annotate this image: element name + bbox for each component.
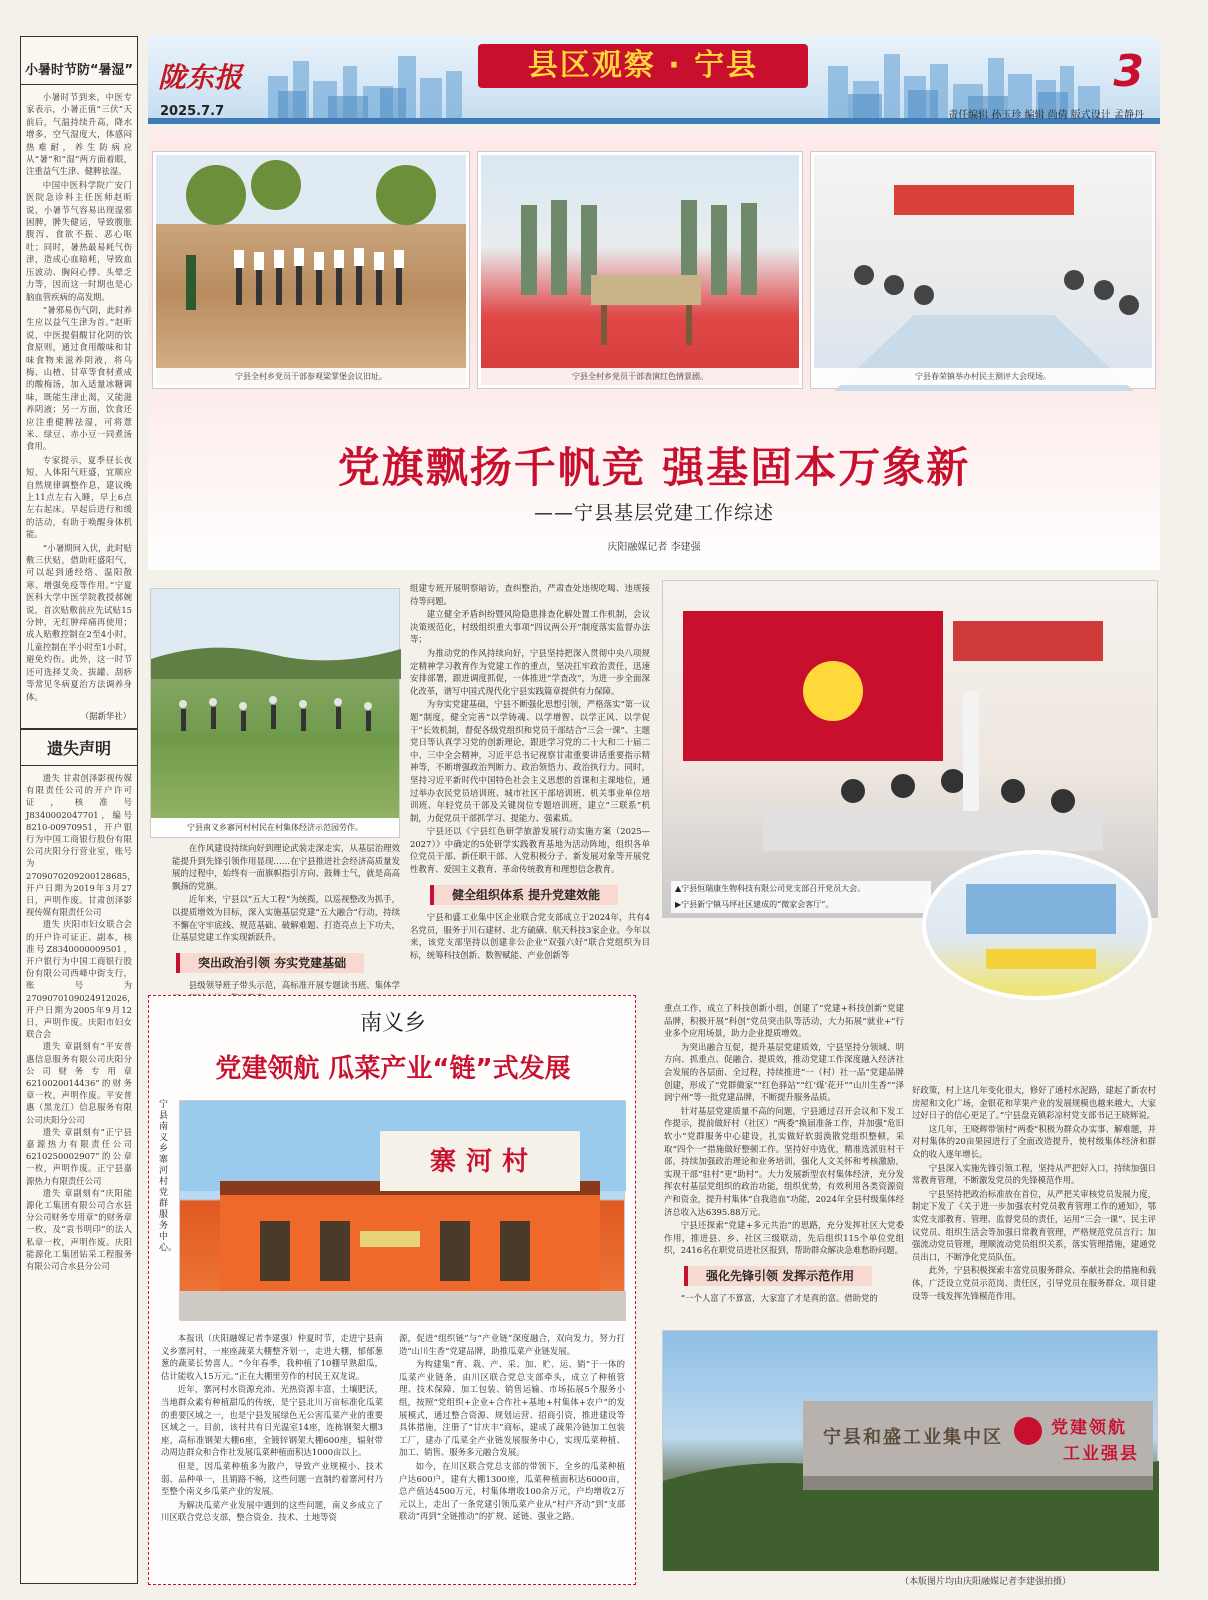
caption-line: ▲宁县恒瑞康生物科技有限公司党支部召开党员大会。 bbox=[675, 884, 866, 893]
paragraph: “一个人富了不算富，大家富了才是真的富。借助党的 bbox=[680, 1293, 878, 1304]
subsection-title-vanguard: 强化先锋引领 发挥示范作用 bbox=[684, 1266, 872, 1287]
page-number: 3 bbox=[1113, 46, 1144, 97]
paragraph: 近年来，宁县以“五大工程”为统揽，以巡视整改为抓手，以提质增效为目标，深入实施基层党建“五大融合”行动，持续不懈在守牢底线、规范基础、破解难题、打造亮点上下功夫，让基层党建工作实现新跃升。 bbox=[172, 894, 400, 943]
paragraph: 为推动党的作风持续向好，宁县坚持把深入贯彻中央八项规定精神学习教育作为党建工作的重点，坚决扛牢政治责任，迅速安排部署，跟进调度抓促，一体推进“学查改”，为进一步全面深化改革，谱写中国式现代化宁县实践篇章提供有力保障。 bbox=[410, 647, 650, 696]
paragraph: 此外，宁县积极探索丰富党员服务群众、奉献社会的措施和载体，广泛设立党员示范岗、责任区，引导党员在服务群众、项目建设等一线发挥先锋模范作用。 bbox=[912, 1265, 1156, 1301]
paragraph: 重点工作，成立了科技创新小组，创建了“党建+科技创新”党建品牌，积极开展“科创”党员突击队等活动，大力拓展“就业+”行业多个应用场景，助力企业提质增效。 bbox=[664, 1003, 904, 1039]
left-column-title: 小暑时节防“暑湿” bbox=[21, 37, 137, 85]
nanyi-headline: 党建领航 瓜菜产业“链”式发展 bbox=[215, 1054, 571, 1084]
paragraph: 县级领导班子带头示范，高标准开展专题读书班、集体学 bbox=[188, 980, 400, 991]
paragraph: 但是，因瓜菜种植多为散户，导致产业规模小、技术弱、品种单一，且销路不畅，这些问题一直制约着寨河村乃至整个南义乡瓜菜产业的发展。 bbox=[161, 1460, 383, 1497]
paragraph: 专家提示，夏季昼长夜短，人体阳气旺盛，宜顺应自然规律调整作息，建议晚上11点左右入睡，早上6点左右起床。早起后进行和缓的活动，有助于唤醒身体机能。 bbox=[26, 454, 132, 540]
assessment-photo-art bbox=[814, 155, 1158, 391]
paragraph: 近年，寨河村水资源充沛、光热资源丰富，土壤肥沃，当地群众素有种植甜瓜的传统，是宁县北川万亩标准化瓜菜的重要区域之一，也是宁县发展绿色无公害瓜菜产业的重要区域之一。目前，该村共有日光温室14座，连栋钢架大棚3座，高标准钢架大棚6座，全镀锌钢架大棚600座，辐射带动周边群众和合作社发展瓜菜种植面积达1000亩以上。 bbox=[161, 1384, 383, 1458]
photo-credit-footer: （本版图片均由庆阳融媒记者李建强拍摄） bbox=[900, 1577, 1072, 1587]
paragraph: 为夯实党建基础，宁县不断强化思想引领，严格落实“第一议题”制度，健全完善“以学铸魂、以学增智、以学正风、以学促干”长效机制，督促各级党组织和党员干部结合“三会一课”、主题党日等认真学习党的创新理论，跟进学习党的二十大和二十届二中、三中全会精神，习近平总书记视察甘肃重要讲话重要指示精神等，不断增强政治判断力、政治领悟力、政治执行力。同时，坚持习近平新时代中国特色社会主义思想的首课和主课地位，通过举办农民党员培训班、城市社区干部培训班、机关事业单位培训班、年轻党员干部及关键岗位专题培训班，建立“三联系”机制，力促党员干部抓学习、提能力、强素质。 bbox=[410, 699, 650, 823]
byline: 庆阳融媒记者 李建强 bbox=[607, 542, 701, 553]
caption-line: ▶宁县新宁镇马坪社区建成的“微家会客厅”。 bbox=[675, 900, 834, 909]
paragraph: 在作风建设持续向好到理论武装走深走实，从基层治理效能提升到先锋引领作用显现……在宁县推进社会经济高质量发展的过程中，始终有一面旗帜指引方向、鼓舞士气，就是高高飘扬的党旗。 bbox=[172, 843, 400, 891]
paragraph: “小暑期间入伏，此时贴敷三伏贴，借助旺盛阳气，可以起到通经络、温阳散寒、增强免疫等作用。”宁夏医科大学中医学院教授郝婉说，首次贴敷前应先试贴15分钟，无红肿痒痛再使用；成人贴敷控制在2至4小时，儿童控制在半小时至1小时，避免灼伤。此外，这一时节还可选择艾灸、拔罐、刮痧等常见冬病夏治方法调养身体。 bbox=[26, 542, 132, 702]
editor-credit: 责任编辑 孙玉珍 编辑 尚倩 版式设计 孟静丹 bbox=[948, 110, 1144, 121]
paragraph: 本报讯（庆阳融媒记者李建强）仲夏时节，走进宁县南义乡寨河村，一座座蔬菜大棚整齐划一，走进大棚，郁郁葱葱的蔬菜长势喜人。“今年春季，我种植了10棚早熟甜瓜，估计能收入15万元。”正在大棚里劳作的村民王双龙说。 bbox=[161, 1333, 383, 1381]
paragraph: 中国中医科学院广安门医院急诊科主任医师赵昕说，小暑节气容易出现湿邪困脾，脾失健运，导致腹胀腹泻、食欲不振、恶心呕吐；同时，暑热最易耗气伤津，造成心血暗耗，导致血压波动、胸闷心悸、头晕乏力等，因而这一时期也是心脑血管疾病的高发期。 bbox=[26, 179, 132, 302]
paragraph: 这几年，王晓辉带领村“两委”积极为群众办实事、解难题，并对村集体的20亩果园进行了全面改造提升，使村级集体经济和群众的收入逐年增长。 bbox=[912, 1123, 1156, 1159]
page-header bbox=[148, 36, 1160, 124]
paragraph: 宁县坚持把政治标准放在首位，从严把关审核党员发展力度，制定下发了《关于进一步加强农村党员教育管理工作的通知》，鄂实党支部教育、管理、监督党员的责任，运用“三会一课”、民主评议党员、组织生活会等加强日常教育管理，严格规范党员言行；加强流动党员管理，理顺流动党员组织关系，落实管理措施，建通党员出口，不断净化党员队伍。 bbox=[912, 1188, 1156, 1262]
notice-item: 遗失 章副刻有“平安普惠信息服务有限公司庆阳分公司财务专用章6210020014436”的财务章一枚，声明作废。平安普惠（黑龙江）信息服务有限公司庆阳分公司 bbox=[26, 1041, 132, 1125]
notice-list bbox=[21, 766, 137, 1278]
field-photo-art bbox=[151, 589, 401, 819]
photo-industrial-park bbox=[662, 1330, 1158, 1570]
photo-village-center bbox=[179, 1100, 625, 1320]
paragraph: 组建专班开展明察暗访，查纠整治，严肃查处违规吃喝、违规接待等问题。 bbox=[410, 583, 650, 606]
nanyi-tag: 南义乡 bbox=[359, 1011, 426, 1036]
photo-caption: 宁县全村乡党员干部表演红色情景剧。 bbox=[481, 368, 799, 385]
community-room-photo-art bbox=[926, 854, 1156, 1004]
notice-item: 遗失 章副刻有“庆阳能源化工集团有限公司合水县分公司财务专用章”的财务章一枚，及“袁书明印”的法人私章一枚，声明作废。庆阳能源化工集团钻采工程服务有限公司合水县分公司 bbox=[26, 1187, 132, 1272]
paragraph: 为解决瓜菜产业发展中遇到的这些问题，南义乡成立了川区联合党总支部，整合资金、技术、土地等资 bbox=[161, 1499, 383, 1523]
photo-red-play bbox=[478, 152, 802, 388]
notice-item: 遗失 章副刻有“正宁县嘉源热力有限责任公司6210250002907”的公章一枚，声明作废。正宁县嘉源热力有限责任公司 bbox=[26, 1126, 132, 1186]
photo-community-room bbox=[922, 850, 1152, 1000]
paragraph: 宁县还以《宁县红色研学旅游发展行动实施方案（2025—2027）》中确定的5处研学实践教育基地为活动阵地，组织各单位党员干部、新任职干部、入党积极分子、新发展对象等开展党性教育、爱国主义教育、革命传统教育和理想信念教育。 bbox=[410, 826, 650, 875]
photo-village-assessment bbox=[811, 152, 1155, 388]
paragraph: 如今，在川区联合党总支部的带领下，全乡的瓜菜种植户达600户，建有大棚1300座，瓜菜种植面积达6000亩，总产值达4500万元，村集体增收100余万元，户均增收2万元以上，走出了一条党建引领瓜菜产业从“村户齐动”到“支部联动”再到“全链推动”的扩规、延链、强业之路。 bbox=[399, 1460, 625, 1522]
left-column-article bbox=[21, 85, 137, 710]
park-sign-slogan-2: 工业强县 bbox=[1063, 1444, 1139, 1464]
nanyi-story bbox=[148, 995, 636, 1585]
section-title: 县区观察 · 宁县 bbox=[478, 44, 808, 88]
paragraph: 源，促进“组织链”与“产业链”深度融合，双向发力，努力打造“山川生香”党建品牌，助推瓜菜产业链发展。 bbox=[399, 1333, 625, 1356]
park-sign-text: 宁县和盛工业集中区 bbox=[823, 1427, 1003, 1448]
building-sign: 寨河村 bbox=[430, 1147, 539, 1177]
photo-caption: 宁县南义乡寨河村村民在村集体经济示范园劳作。 bbox=[151, 818, 399, 837]
left-column-signature: （据新华社） bbox=[80, 710, 131, 721]
paragraph: 为突出融合互促，提升基层党建质效，宁县坚持分领域、明方向、抓重点、促融合、提质效，推动党建工作深度融入经济社会发展的各层面、全过程，持续推进“一（村）社一品”党建品牌创建，形成了“党群微家”“红色驿站”“红‘煤’花开”“山川生香”“泽润宁州”等一批党建品牌，不断提升服务品质。 bbox=[664, 1041, 904, 1103]
subsection-title-organization: 健全组织体系 提升党建效能 bbox=[430, 885, 618, 906]
photo-field-work bbox=[150, 588, 400, 838]
red-play-photo-art bbox=[481, 155, 805, 391]
issue-date: 2025.7.7 bbox=[160, 104, 225, 119]
paragraph: 宁县还探索“党建+多元共治”的思路，充分发挥社区大党委作用，推进县、乡、社区三级联动，先后组织115个单位党组织，2416名在职党员进社区报到，帮助群众解决急难愁盼问题。 bbox=[664, 1220, 904, 1256]
paragraph: 宁县深入实施先锋引领工程，坚持从严把好入口，持续加强日常教育管理，不断激发党员的先锋模范作用。 bbox=[912, 1162, 1156, 1186]
notice-title: 遗失声明 bbox=[21, 728, 137, 766]
paragraph: 好政策，村上这几年变化很大，修好了通村水泥路，建起了新农村房屋和文化广场，金银花和苹果产业的发展规模也越来越大，大家过好日子的信心更足了。”宁县盘克镇彩凉村党支部书记王晓辉说。 bbox=[912, 1085, 1156, 1121]
paragraph: “暑邪易伤气阴，此时养生应以益气生津为首。”赵昕说，中医提倡酸甘化阴的饮食原则，通过食用酸味和甘味食物来滋养阴液，将乌梅、山楂、甘草等食材煮成的酸梅汤，加入适量冰糖调味，既能生津止渴，又能滋养阴液；另一方面，饮食还应注重健脾祛湿，可将薏米、绿豆、赤小豆一同煮汤食用。 bbox=[26, 304, 132, 452]
left-column bbox=[20, 36, 138, 1584]
main-headline: 党旗飘扬千帆竞 强基固本万象新 bbox=[337, 443, 971, 492]
paragraph: 针对基层党建质量不高的问题，宁县通过召开会议和下发工作提示，提前做好村（社区）“两委”换届准备工作，并加强“危旧软小”党群服务中心建设，扎实做好软弱涣散党组织整顿，采取“四个一”措施做好整顿工作。坚持好中选优，精准选派驻村干部，持续加强政治理论和业务培训，强化人文关怀和考核激励，实现干部“驻村”更“助村”。大力发展新型农村集体经济，充分发挥农村基层党组织的政治功能，组织优势，有效利用各类资源资产和资金，提升村集体“自我造血”功能，2024年全县村级集体经济总收入达6395.88万元。 bbox=[664, 1105, 904, 1217]
paragraph: 建立健全矛盾纠纷暨风险隐患排查化解处置工作机制，会议决策规范化，村级组织重大事项“四议两公开”制度落实监督办法等； bbox=[410, 609, 650, 645]
lead-banner bbox=[148, 130, 1160, 570]
article-column-3 bbox=[664, 1002, 904, 1314]
paragraph: 宁县和盛工业集中区企业联合党支部成立于2024年，共有4名党员，服务于川石建材、北方硫磺、航天科技3家企业。今年以来，该党支部坚持以创建非公企业“双强六好”联合党组织为目标，统筹科技创新、数智赋能、产业创新等 bbox=[410, 912, 650, 961]
article-column-2 bbox=[410, 582, 650, 994]
park-sign-slogan-1: 党建领航 bbox=[1051, 1418, 1127, 1438]
paragraph: 为构建集“育、栽、产、采、加、贮、运、销”于一体的瓜菜产业链条，由川区联合党总支部牵头，成立了种植管理、技术保障、加工包装、销售运输、市场拓展5个服务小组，按照“党组织+企业+合作社+基地+村集体+农户”的发展模式，通过整合资源、规划运营、招商引资，推进建设等具体措施，注册了“甘庆丰”商标，建成了蔬果冷链加工包装工厂，建办了瓜菜全产业链发展服务中心，实现瓜菜种植、加工、销售、服务多元融合发展。 bbox=[399, 1359, 625, 1458]
article-column-1 bbox=[172, 842, 400, 990]
paragraph: 小暑时节到来，中医专家表示，小暑正值“三伏”天前后，气温持续升高，降水增多，空气湿度大，体感闷热难耐，养生防病应从“暑”和“湿”两方面着眼，注重益气生津、健脾祛湿。 bbox=[26, 92, 132, 177]
article-column-4 bbox=[912, 1084, 1156, 1320]
newspaper-logo: 陇东报 bbox=[158, 61, 243, 94]
main-subheadline: ——宁县基层党建工作综述 bbox=[533, 502, 774, 524]
notice-item: 遗失 庆阳市妇女联合会的开户许可证正、副本，核准号Z8340000009501，开户银行为中国工商银行股份有限公司西峰中街支行，账号为2709070109024912026，开户日期为2005年9月12日，声明作废。庆阳市妇女联合会 bbox=[26, 919, 136, 1040]
subsection-title-political: 突出政治引领 夯实党建基础 bbox=[176, 953, 364, 974]
notice-item: 遗失 甘肃创泽影视传媒有限责任公司的开户许可证，核准号J8340002047701，编号8210-00970951，开户银行为中国工商银行股份有限公司庆阳分行营业室，账号为2709070209200128685，开户日期为2019年3月27日，声明作废。甘肃创泽影视传媒有限责任公司 bbox=[26, 772, 136, 918]
nanyi-photo-caption: 宁县南义乡寨河村党群服务中心。 bbox=[159, 1100, 178, 1253]
photo-meeting-site bbox=[153, 152, 469, 388]
nanyi-column-2 bbox=[399, 1332, 625, 1578]
photo-caption: 宁县全村乡党员干部参观梁掌堡会议旧址。 bbox=[156, 368, 466, 385]
village-center-photo-art bbox=[180, 1101, 626, 1321]
photo-caption: 宁县春荣镇举办村民主测评大会现场。 bbox=[814, 368, 1152, 385]
meeting-photo-art bbox=[156, 155, 472, 391]
nanyi-column-1 bbox=[161, 1332, 383, 1578]
photo-caption bbox=[671, 881, 931, 913]
